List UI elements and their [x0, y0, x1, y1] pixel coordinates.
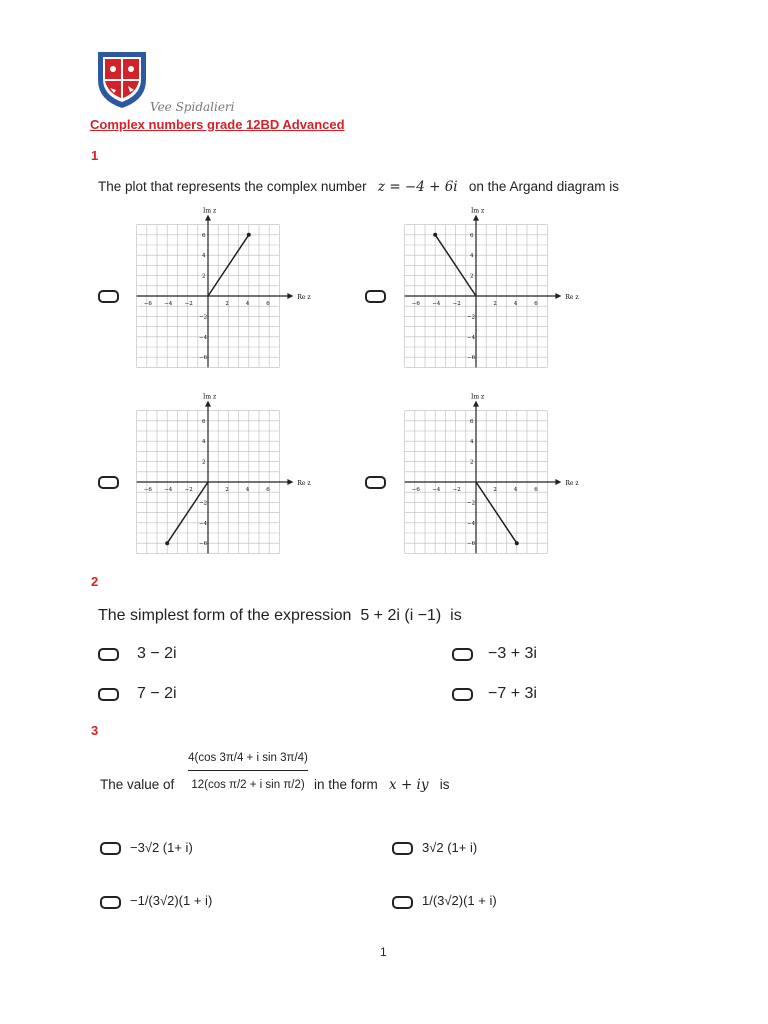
- q3-option-2-radio[interactable]: [392, 842, 413, 855]
- q2-option-1-radio[interactable]: [98, 648, 119, 661]
- y-tick-label: −2: [199, 500, 208, 507]
- argand-diagram-option-c: [130, 392, 311, 562]
- question-2-expression: 5 + 2i (i −1): [360, 607, 442, 624]
- x-tick-label: −6: [143, 487, 152, 493]
- y-tick-label: 2: [470, 273, 474, 280]
- y-tick-label: −2: [467, 314, 476, 321]
- x-tick-label: 4: [245, 301, 250, 307]
- x-tick-label: 2: [493, 301, 497, 307]
- real-axis-label: Re z: [565, 294, 579, 301]
- x-tick-label: −4: [164, 301, 173, 307]
- complex-point: [433, 233, 437, 237]
- question-3-numerator: 4(cos 3π/4 + i sin 3π/4): [188, 752, 308, 771]
- real-axis-arrow: [555, 479, 561, 485]
- question-2-text: [98, 607, 462, 625]
- x-tick-label: 2: [225, 487, 229, 493]
- q3-option-1-label: −3√2 (1+ i): [130, 840, 193, 855]
- real-axis-arrow: [287, 479, 293, 485]
- complex-point: [165, 541, 169, 545]
- question-3-suffix-text: [314, 777, 450, 793]
- real-axis-label: Re z: [297, 480, 311, 487]
- imag-axis-label: Im z: [203, 393, 217, 401]
- q2-option-1-label: 3 − 2i: [137, 645, 177, 662]
- q3-option-3-radio[interactable]: [100, 896, 121, 909]
- q3-option-4-label: 1/(3√2)(1 + i): [422, 893, 497, 908]
- x-tick-label: −2: [452, 487, 461, 493]
- x-tick-label: 6: [534, 301, 538, 307]
- real-axis-arrow: [555, 293, 561, 299]
- question-3-number: 3: [91, 723, 99, 738]
- author-name: Vee Spidalieri: [150, 100, 235, 114]
- question-2-prefix: The simplest form of the expression: [98, 607, 352, 624]
- x-tick-label: −6: [143, 301, 152, 307]
- y-tick-label: 2: [470, 459, 474, 466]
- y-tick-label: 6: [470, 232, 474, 239]
- imag-axis-arrow: [473, 401, 479, 407]
- q3-option-4-radio[interactable]: [392, 896, 413, 909]
- option-d-radio[interactable]: [365, 476, 386, 489]
- argand-diagram-option-a: [130, 206, 311, 376]
- question-2-number: 2: [91, 574, 99, 589]
- complex-point: [247, 233, 251, 237]
- q3-option-1-radio[interactable]: [100, 842, 121, 855]
- real-axis-label: Re z: [297, 294, 311, 301]
- q2-option-2-radio[interactable]: [452, 648, 473, 661]
- x-tick-label: 6: [534, 487, 538, 493]
- imag-axis-arrow: [205, 401, 211, 407]
- q3-option-2-label: 3√2 (1+ i): [422, 840, 478, 855]
- q2-option-4-label: −7 + 3i: [488, 685, 537, 702]
- x-tick-label: −6: [411, 487, 420, 493]
- x-tick-label: −2: [452, 301, 461, 307]
- real-axis-label: Re z: [565, 480, 579, 487]
- imag-axis-label: Im z: [471, 207, 485, 215]
- q2-option-3-radio[interactable]: [98, 688, 119, 701]
- page-title: Complex numbers grade 12BD Advanced: [90, 117, 345, 132]
- school-crest-logo: [94, 46, 150, 110]
- option-c-radio[interactable]: [98, 476, 119, 489]
- imag-axis-arrow: [473, 215, 479, 221]
- q2-option-2-label: −3 + 3i: [488, 645, 537, 662]
- question-3-denominator: 12(cos π/2 + i sin π/2): [191, 779, 305, 791]
- y-tick-label: 4: [470, 439, 474, 446]
- y-tick-label: −2: [199, 314, 208, 321]
- y-tick-label: −6: [467, 541, 476, 548]
- y-tick-label: 6: [202, 232, 206, 239]
- argand-diagram-option-d: [398, 392, 579, 562]
- question-3-mid: in the form: [314, 777, 378, 792]
- question-3-form: x + iy: [389, 777, 429, 793]
- x-tick-label: 2: [225, 301, 229, 307]
- question-3-prefix: The value of: [100, 777, 175, 792]
- y-tick-label: 4: [470, 253, 474, 260]
- x-tick-label: 6: [266, 487, 270, 493]
- question-1-prefix: The plot that represents the complex number: [98, 179, 367, 194]
- y-tick-label: −6: [199, 541, 208, 548]
- question-1-expression: z = −4 + 6i: [377, 179, 458, 195]
- x-tick-label: −4: [164, 487, 173, 493]
- real-axis-arrow: [287, 293, 293, 299]
- x-tick-label: 4: [513, 487, 518, 493]
- y-tick-label: 6: [470, 418, 474, 425]
- x-tick-label: −4: [432, 487, 441, 493]
- y-tick-label: 4: [202, 253, 206, 260]
- question-1-text: [98, 179, 619, 195]
- x-tick-label: −2: [184, 301, 193, 307]
- x-tick-label: −2: [184, 487, 193, 493]
- x-tick-label: 4: [513, 301, 518, 307]
- y-tick-label: 4: [202, 439, 206, 446]
- q2-option-3-label: 7 − 2i: [137, 685, 177, 702]
- question-3-is: is: [439, 777, 450, 792]
- option-a-radio[interactable]: [98, 290, 119, 303]
- x-tick-label: 4: [245, 487, 250, 493]
- x-tick-label: −6: [411, 301, 420, 307]
- y-tick-label: −2: [467, 500, 476, 507]
- q3-option-3-label: −1/(3√2)(1 + i): [130, 893, 213, 908]
- x-tick-label: 2: [493, 487, 497, 493]
- question-2-suffix: is: [450, 607, 462, 624]
- y-tick-label: −6: [199, 355, 208, 362]
- y-tick-label: −4: [199, 520, 208, 527]
- question-1-suffix: on the Argand diagram is: [468, 179, 620, 194]
- y-tick-label: −4: [467, 334, 476, 341]
- x-tick-label: 6: [266, 301, 270, 307]
- question-1-number: 1: [91, 148, 99, 163]
- y-tick-label: 2: [202, 273, 206, 280]
- y-tick-label: −6: [467, 355, 476, 362]
- question-3-fraction: [188, 752, 308, 791]
- x-tick-label: −4: [432, 301, 441, 307]
- complex-point: [515, 541, 519, 545]
- page-number: 1: [380, 945, 387, 959]
- y-tick-label: −4: [199, 334, 208, 341]
- imag-axis-label: Im z: [203, 207, 217, 215]
- y-tick-label: 2: [202, 459, 206, 466]
- y-tick-label: 6: [202, 418, 206, 425]
- option-b-radio[interactable]: [365, 290, 386, 303]
- q2-option-4-radio[interactable]: [452, 688, 473, 701]
- imag-axis-label: Im z: [471, 393, 485, 401]
- y-tick-label: −4: [467, 520, 476, 527]
- imag-axis-arrow: [205, 215, 211, 221]
- argand-diagram-option-b: [398, 206, 579, 376]
